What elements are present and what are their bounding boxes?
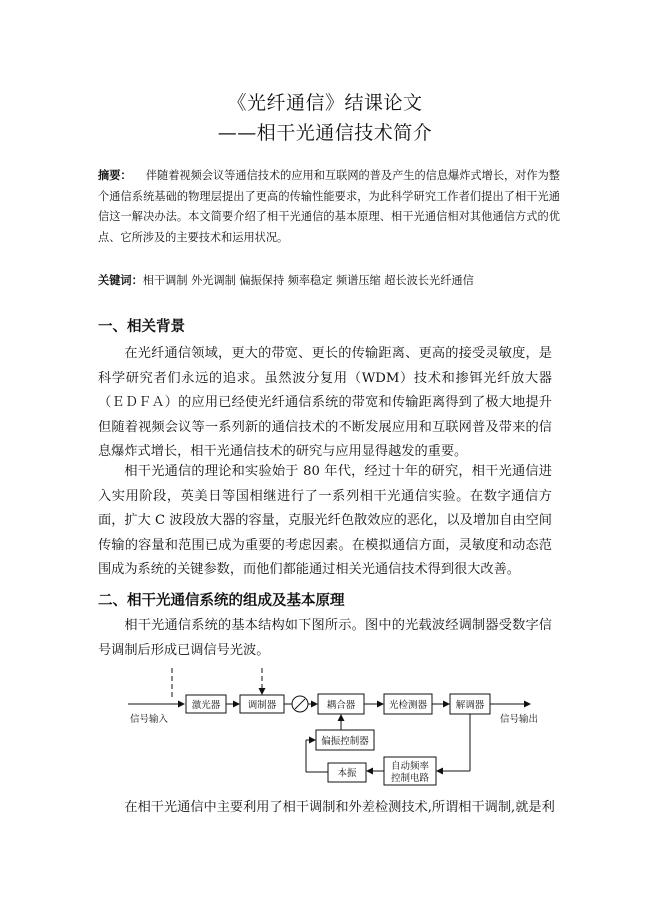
paper-title: 《光纤通信》结课论文 [227,92,423,114]
demodulator-label: 解调器 [455,700,485,711]
keywords-text: 相干调制 外光调制 偏振保持 频率稳定 频谱压缩 超长波长光纤通信 [142,274,474,287]
system-block-diagram [120,664,560,788]
coupler-label: 耦合器 [326,700,356,711]
abstract-block [98,166,560,248]
local-oscillator-label: 本振 [337,768,357,779]
section-1-paragraph-1: 在光纤通信领域，更大的带宽、更长的传输距离、更高的接受灵敏度，是科学研究者们永远的追求。虽然波分复用（WDM）技术和掺铒光纤放大器（ＥＤＦＡ）的应用已经使光纤通信系统的带宽和传输距离得到了极大地提升但随着视频会议等一系列新的通信技术的不断发展应用和互联网普及带来的信息爆炸式增长，相干光通信技术的研究与应用显得越发的重要。 [98,346,552,459]
paper-subtitle: ——相干光通信技术简介 [217,122,433,144]
section-2-paragraph-1: 相干光通信系统的基本结构如下图所示。图中的光载波经调制器受数字信号调制后形成已调信号光波。 [98,618,552,658]
section-heading-1: 一、相关背景 [98,319,185,335]
abstract-text: 伴随着视频会议等通信技术的应用和互联网的普及产生的信息爆炸式增长，对作为整个通信系统基础的物理层提出了更高的传输性能要求，为此科学研究工作者们提出了相干光通信这一解决办法。本文简要介绍了相干光通信的基本原理、相干光通信相对其他通信方式的优点、它所涉及的主要技术和运用状况。 [98,169,560,244]
laser-label: 激光器 [191,700,221,711]
input-label: 信号输入 [130,714,169,725]
detector-label: 光检测器 [388,700,428,711]
keywords-block [98,272,568,290]
section-1-paragraph-2: 相干光通信的理论和实验始于 80 年代，经过十年的研究，相干光通信进入实用阶段，英美日等国相继进行了一系列相干光通信实验。在数字通信方面，扩大 C 波段放大器的容量，克服光纤色散效应的恶化，以及增加自由空间传输的容量和范围已成为重要的考虑因素。在模拟通信方面，灵敏度和动态范围成为系统的关键参数，而他们都能通过相关光通信技术得到很大改善。 [98,464,552,577]
polarization-controller-label: 偏振控制器 [321,736,369,747]
afc-label-line1: 自动频率 [390,761,430,772]
afc-label-line2: 控制电路 [390,773,430,784]
modulator-label: 调制器 [247,700,277,711]
section-heading-2: 二、相干光通信系统的组成及基本原理 [98,593,345,609]
section-2-paragraph-2: 在相干光通信中主要利用了相干调制和外差检测技术,所谓相干调制,就是利 [124,800,555,815]
output-label: 信号输出 [500,714,539,725]
abstract-label: 摘要： [98,169,132,182]
keywords-label: 关键词： [98,274,143,287]
